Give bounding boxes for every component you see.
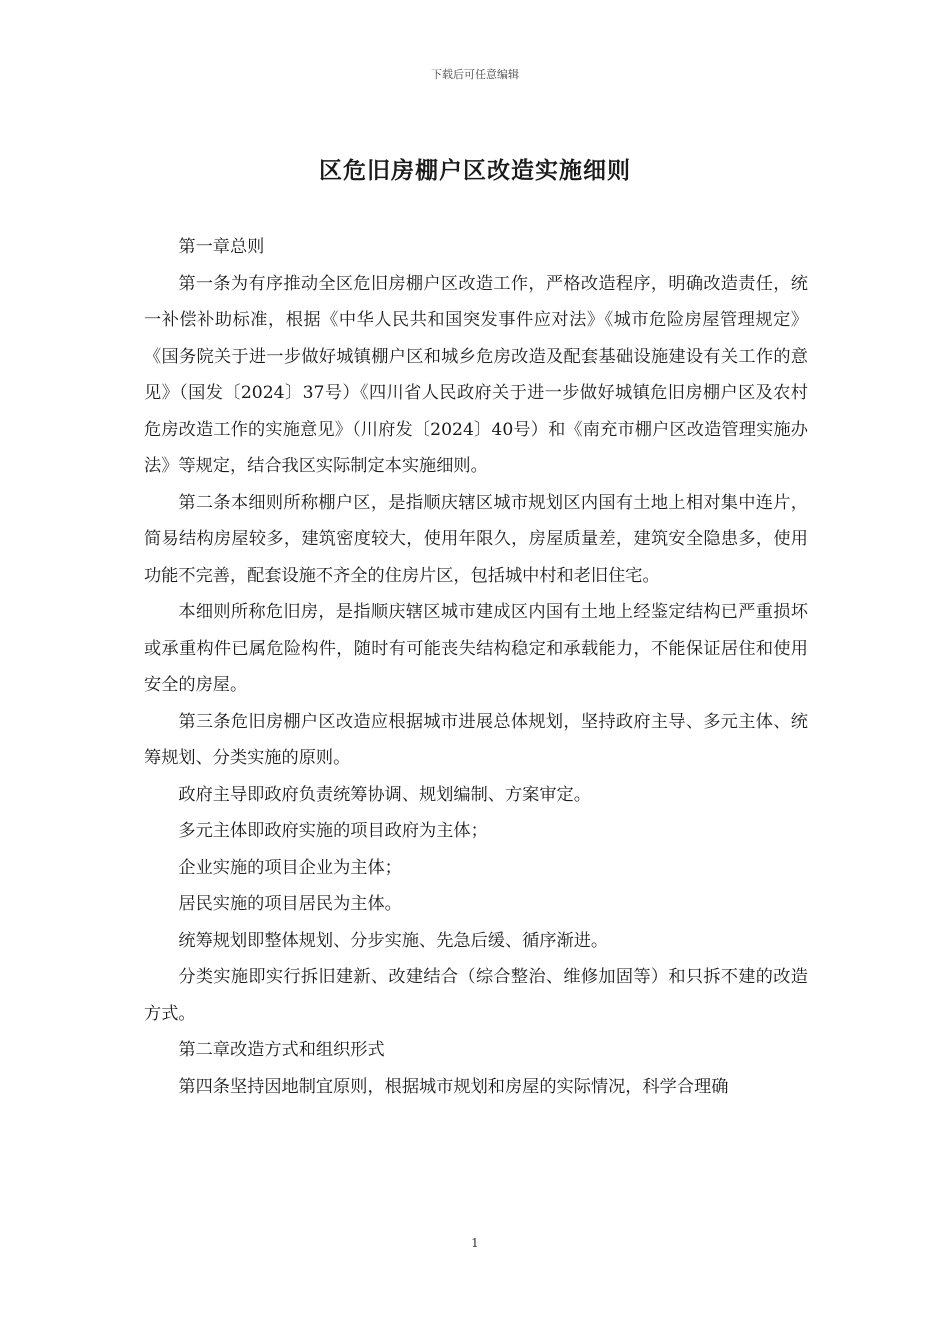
article-paragraph: 企业实施的项目企业为主体； [178,857,402,878]
article-paragraph: 分类实施即实行拆旧建新、改建结合（综合整治、维修加固等）和只拆不建的改造方式。 [144,967,808,1024]
document-title: 区危旧房棚户区改造实施细则 [319,157,631,184]
header-note: 下载后可任意编辑 [431,68,519,81]
article-paragraph: 第二条本细则所称棚户区，是指顺庆辖区城市规划区内国有土地上相对集中连片，简易结构房屋较多，建筑密度较大，使用年限久，房屋质量差，建筑安全隐患多，使用功能不完善，配套设施不齐全的住房片区，包括城中村和老旧住宅。 [144,492,808,586]
article-paragraph: 第三条危旧房棚户区改造应根据城市进展总体规划，坚持政府主导、多元主体、统筹规划、分类实施的原则。 [144,711,808,768]
page-number: 1 [471,1236,479,1250]
article-paragraph: 政府主导即政府负责统筹协调、规划编制、方案审定。 [178,784,591,805]
article-paragraph: 居民实施的项目居民为主体。 [178,894,402,914]
chapter-heading: 第一章总则 [178,237,265,257]
document-body [144,229,808,1105]
chapter-heading: 第二章改造方式和组织形式 [178,1040,385,1060]
article-paragraph: 第一条为有序推动全区危旧房棚户区改造工作，严格改造程序，明确改造责任，统一补偿补助标准，根据《中华人民共和国突发事件应对法》《城市危险房屋管理规定》《国务院关于进一步做好城镇棚户区和城乡危房改造及配套基础设施建设有关工作的意见》（国发〔2024〕37号）《四川省人民政府关于进一步做好城镇危旧房棚户区及农村危房改造工作的实施意见》（川府发〔2024〕40号）和《南充市棚户区改造管理实施办法》等规定，结合我区实际制定本实施细则。 [144,273,808,476]
article-paragraph: 第四条坚持因地制宜原则，根据城市规划和房屋的实际情况，科学合理确 [178,1076,729,1097]
article-paragraph: 统筹规划即整体规划、分步实施、先急后缓、循序渐进。 [178,930,609,951]
article-paragraph: 多元主体即政府实施的项目政府为主体； [178,821,488,841]
article-paragraph: 本细则所称危旧房，是指顺庆辖区城市建成区内国有土地上经鉴定结构已严重损坏或承重构件已属危险构件，随时有可能丧失结构稳定和承载能力，不能保证居住和使用安全的房屋。 [144,602,808,695]
